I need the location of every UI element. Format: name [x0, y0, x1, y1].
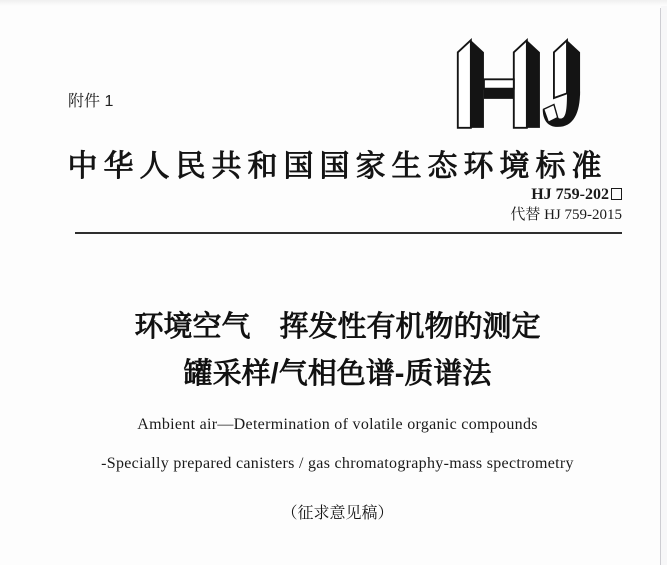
english-title-line2: -Specially prepared canisters / gas chromatography-mass spectrometry: [101, 455, 574, 472]
scan-top-shade: [0, 0, 667, 6]
scan-right-margin: [661, 0, 667, 565]
attachment-label: 附件 1: [68, 93, 114, 110]
chinese-title-line1: 环境空气 挥发性有机物的测定: [134, 311, 541, 343]
standard-code: [510, 185, 622, 205]
standard-code-block: [510, 185, 622, 225]
scan-edge-line: [660, 8, 661, 565]
standard-heading: 中华人民共和国国家生态环境标准: [67, 150, 608, 183]
hj-logo: [455, 36, 595, 132]
chinese-title: [20, 304, 655, 398]
year-placeholder-box: [611, 188, 622, 200]
english-title-line1: Ambient air—Determination of volatile organic compounds: [137, 416, 538, 433]
header-rule: [75, 232, 622, 234]
hj-logo-graphic: [455, 36, 595, 132]
standard-code-text: HJ 759-202: [531, 186, 609, 203]
chinese-title-line2: 罐采样/气相色谱-质谱法: [183, 358, 492, 390]
draft-note: （征求意见稿）: [281, 505, 394, 522]
replaces-note: 代替 HJ 759-2015: [510, 207, 622, 223]
